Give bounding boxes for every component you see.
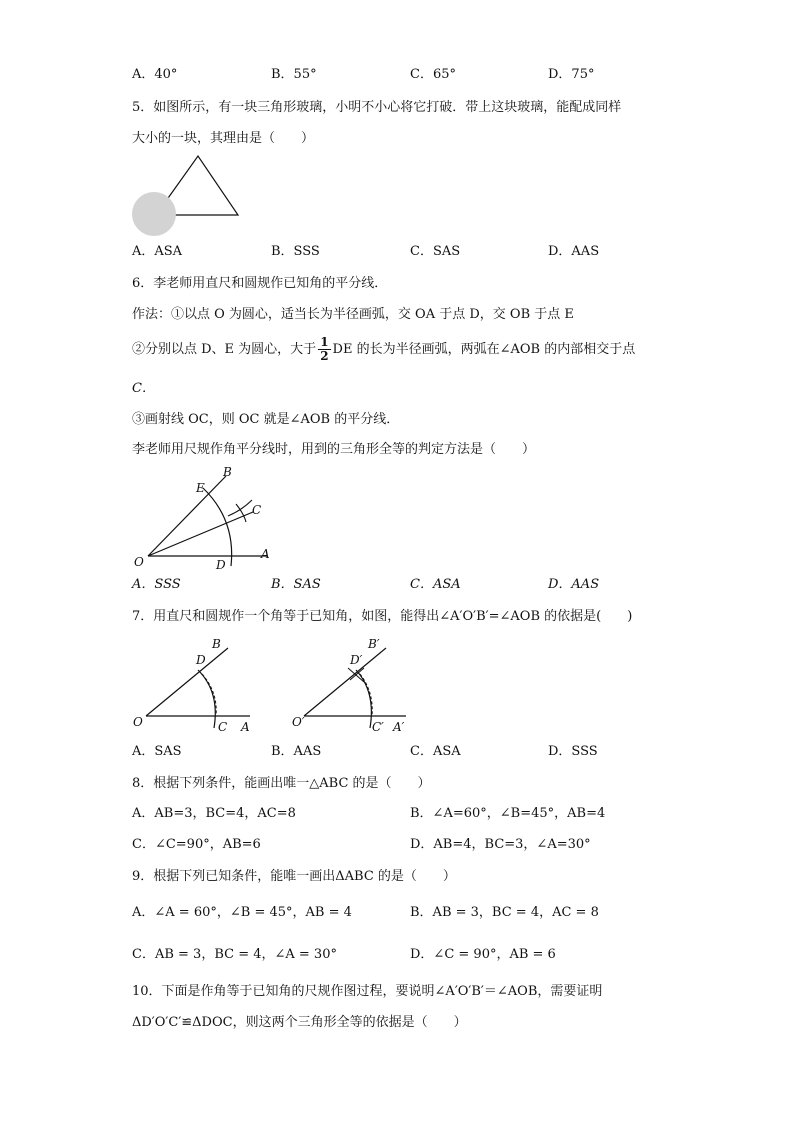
q6-step2-end: C． — [132, 381, 155, 396]
q6-step3: ③画射线 OC，则 OC 就是∠AOB 的平分线． — [132, 412, 400, 427]
label-o: O — [133, 715, 143, 729]
q7-original-angle-figure — [128, 630, 268, 740]
q6-option-b: B．SAS — [271, 577, 321, 592]
label-o-prime: O′ — [292, 715, 305, 729]
q6-option-c: C．ASA — [410, 577, 461, 592]
q8-option-c: C．∠C=90°，AB=6 — [132, 837, 261, 852]
q6-step2-post: DE 的长为半径画弧，两弧在∠AOB 的内部相交于点 — [332, 342, 636, 357]
q9-option-d: D．∠C = 90°，AB = 6 — [410, 947, 556, 962]
q7-option-a: A．SAS — [132, 744, 182, 759]
q10-text-line1: 10．下面是作角等于已知角的尺规作图过程，要说明∠A′O′B′＝∠AOB，需要证明 — [132, 984, 603, 999]
frac-denominator: 2 — [320, 349, 329, 363]
q8-text: 8．根据下列条件，能画出唯一△ABC 的是（ ） — [132, 776, 431, 791]
q4-option-a: A．40° — [132, 67, 178, 82]
label-d: D — [196, 653, 206, 667]
label-e: E — [196, 481, 205, 495]
q7-option-c: C．ASA — [410, 744, 461, 759]
q6-option-d: D．AAS — [548, 577, 600, 592]
q5-text-line2: 大小的一块，其理由是（ ） — [132, 131, 315, 146]
label-a-prime: A′ — [393, 720, 405, 734]
q7-option-b: B．AAS — [271, 744, 322, 759]
label-d-prime: D′ — [350, 653, 363, 667]
q5-option-a: A．ASA — [132, 244, 183, 259]
frac-numerator: 1 — [320, 335, 329, 349]
q4-option-d: D．75° — [548, 67, 595, 82]
label-a: A — [241, 720, 250, 734]
q9-option-c: C．AB = 3，BC = 4，∠A = 30° — [132, 947, 337, 962]
q4-option-b: B．55° — [271, 67, 317, 82]
q6-question: 李老师用尺规作角平分线时，用到的三角形全等的判定方法是（ ） — [132, 442, 536, 457]
q5-option-b: B．SSS — [271, 244, 320, 259]
label-d: D — [216, 558, 226, 572]
q7-option-d: D．SSS — [548, 744, 598, 759]
q7-copied-angle-figure — [288, 630, 418, 740]
q6-step1: 作法：①以点 O 为圆心，适当长为半径画弧，交 OA 于点 D，交 OB 于点 E — [132, 307, 574, 322]
q5-option-d: D．AAS — [548, 244, 600, 259]
q9-option-a: A．∠A = 60°，∠B = 45°，AB = 4 — [132, 905, 352, 920]
q5-broken-triangle-figure — [128, 150, 248, 240]
q9-option-b: B．AB = 3，BC = 4，AC = 8 — [410, 905, 599, 920]
q6-option-a: A．SSS — [132, 577, 181, 592]
label-b: B — [212, 637, 221, 651]
q5-text-line1: 5．如图所示，有一块三角形玻璃，小明不小心将它打破．带上这块玻璃，能配成同样 — [132, 100, 622, 115]
label-a: A — [261, 547, 270, 561]
label-c: C — [218, 720, 228, 734]
q8-option-d: D．AB=4，BC=3，∠A=30° — [410, 837, 591, 852]
q6-angle-bisector-figure — [128, 462, 278, 572]
q5-option-c: C．SAS — [410, 244, 461, 259]
q8-option-b: B．∠A=60°，∠B=45°，AB=4 — [410, 806, 606, 821]
label-o: O — [134, 555, 144, 569]
label-b-prime: B′ — [368, 637, 380, 651]
q6-fraction — [318, 336, 330, 363]
q6-step2-pre: ②分别以点 D、E 为圆心，大于 — [132, 342, 317, 357]
q7-text: 7．用直尺和圆规作一个角等于已知角，如图，能得出∠A′O′B′=∠AOB 的依据是( ) — [132, 609, 633, 624]
q10-text-line2: ΔD′O′C′≌ΔDOC，则这两个三角形全等的依据是（ ） — [132, 1015, 467, 1030]
broken-corner-circle — [132, 192, 176, 236]
q6-title: 6．李老师用直尺和圆规作已知角的平分线． — [132, 276, 388, 291]
q4-option-c: C．65° — [410, 67, 456, 82]
q6-step2 — [132, 336, 635, 364]
q9-text: 9．根据下列已知条件，能唯一画出ΔABC 的是（ ） — [132, 869, 456, 884]
label-c-prime: C′ — [372, 720, 384, 734]
label-b: B — [223, 465, 232, 479]
label-c: C — [252, 503, 262, 517]
q8-option-a: A．AB=3，BC=4，AC=8 — [132, 806, 296, 821]
